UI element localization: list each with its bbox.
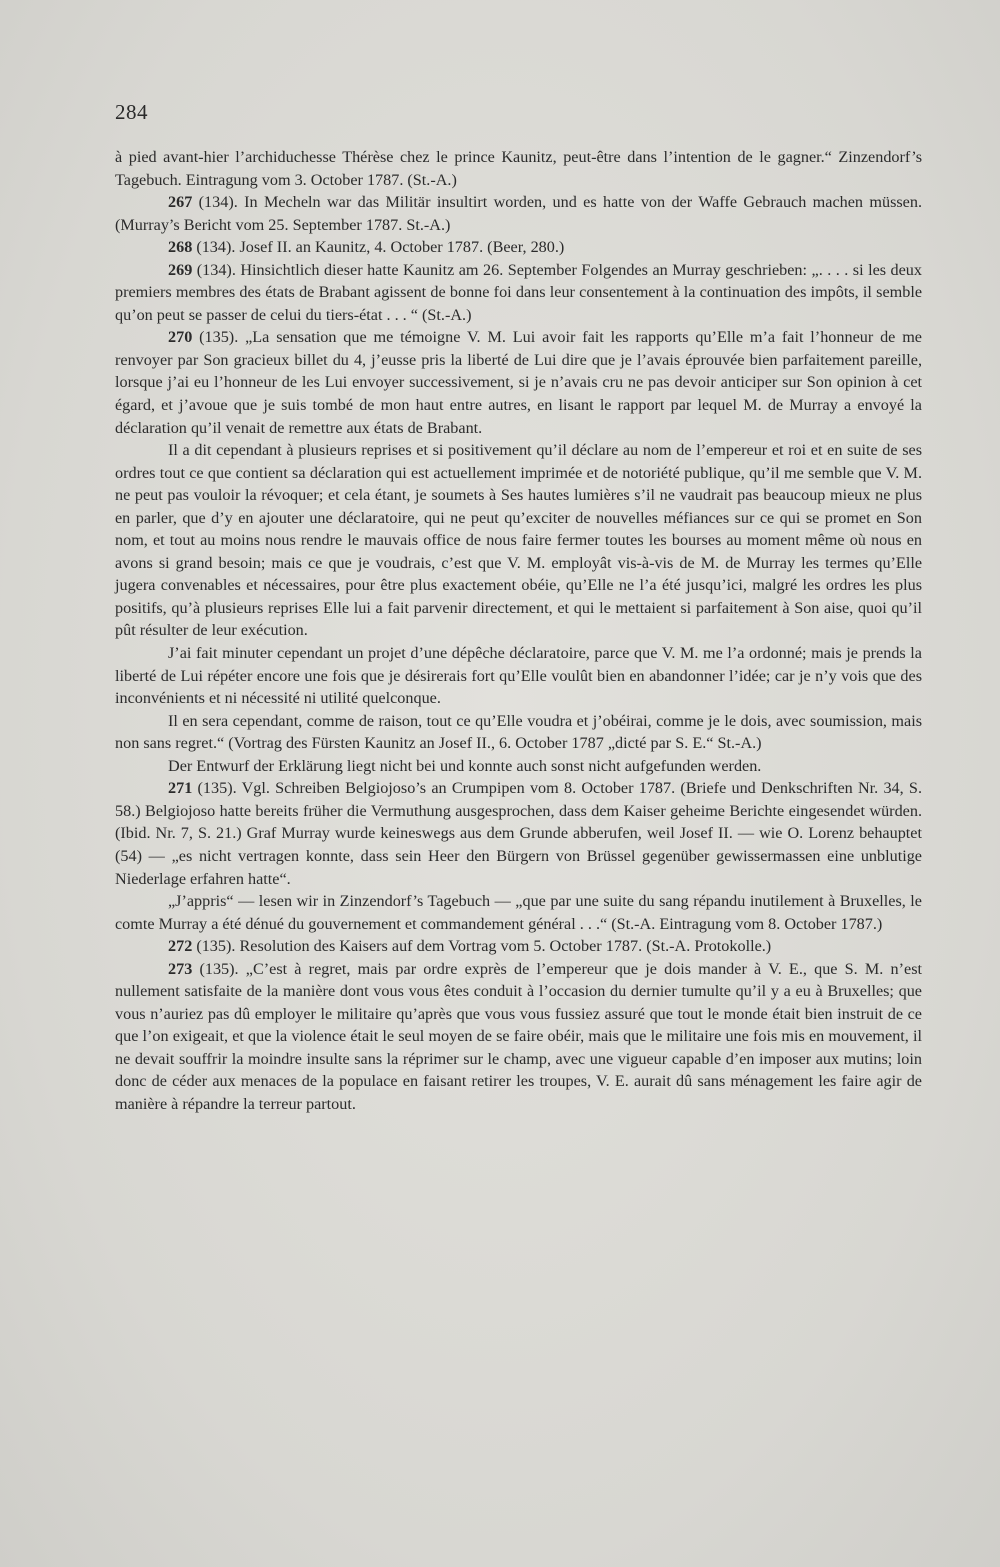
note-number: 272 xyxy=(168,937,193,956)
note-paragraph xyxy=(115,236,922,259)
paragraph xyxy=(115,710,922,755)
note-number: 268 xyxy=(168,238,193,257)
paragraph-text: (135). Resolution des Kaisers auf dem Vortrag vom 5. October 1787. (St.-A. Protokolle.) xyxy=(192,937,772,956)
paragraph-text: (135). „La sensation que me témoigne V. M. Lui avoir fait les rapports qu’Elle m’a fait l’honneur de me renvoyer par Son gracieux billet du 4, j’eusse pris la liberté de Lui dire que je l’avais éprouvée bien parfaitement pareille, lorsque j’ai eu l’honneur de les Lui envoyer successivement, si je n’avais cru ne pas devoir anticiper sur Son opinion à cet égard, et j’avoue que je suis tombé de mon haut entre autres, en lisant le rapport par lequel M. de Murray a envoyé la déclaration qu’il venait de remettre aux états de Brabant. xyxy=(115,328,922,437)
paragraph-text: (134). Josef II. an Kaunitz, 4. October 1787. (Beer, 280.) xyxy=(192,238,565,257)
paragraph-text: à pied avant-hier l’archiduchesse Thérèse chez le prince Kaunitz, peut-être dans l’intention de le gagner.“ Zinzendorf’s Tagebuch. Eintragung vom 3. October 1787. (St.-A.) xyxy=(115,148,922,189)
note-paragraph xyxy=(115,326,922,439)
body-text xyxy=(115,146,922,1116)
paragraph xyxy=(115,642,922,710)
note-number: 267 xyxy=(168,193,193,212)
paragraph xyxy=(115,755,922,778)
paragraph-text: (134). In Mecheln war das Militär insultirt worden, und es hatte von der Waffe Gebrauch machen müssen. (Murray’s Bericht vom 25. September 1787. St.-A.) xyxy=(115,193,922,234)
note-number: 271 xyxy=(168,779,193,798)
paragraph xyxy=(115,439,922,642)
note-paragraph xyxy=(115,191,922,236)
note-paragraph xyxy=(115,958,922,1116)
paragraph-text: Il a dit cependant à plusieurs reprises et si positivement qu’il déclare au nom de l’empereur et roi et en suite de ses ordres tout ce que contient sa déclaration qui est actuellement imprimée et de notoriété publique, qu’il me semble que V. M. ne peut pas vouloir la révoquer; et cela étant, je soumets à Ses hautes lumières s’il ne vaudrait pas beaucoup mieux ne plus en parler, que d’y en ajouter une déclaratoire, qui ne peut qu’exciter de nouvelles méfiances sur ce qui se promet en Son nom, et tout au moins nous rendre le mauvais office de nous faire fermer toutes les bourses au moment même où nous en avons si grand besoin; mais ce que je voudrais, c’est que V. M. employât vis-à-vis de M. de Murray les termes qu’Elle jugera convenables et nécessaires, pour être plus exactement obéie, qu’Elle ne l’a été jusqu’ici, malgré les ordres les plus positifs, qu’à plusieurs reprises Elle lui a fait parvenir directement, et qui le mettaient si parfaitement à Son aise, quoi qu’il pût résulter de leur exécution. xyxy=(115,441,922,640)
note-paragraph xyxy=(115,935,922,958)
note-number: 273 xyxy=(168,959,193,978)
paragraph xyxy=(115,890,922,935)
page-number: 284 xyxy=(115,100,148,124)
note-paragraph xyxy=(115,777,922,890)
paragraph-text: J’ai fait minuter cependant un projet d’une dépêche déclaratoire, parce que V. M. me l’a ordonné; mais je prends la liberté de Lui répéter encore une fois que je désirerais fort qu’Elle voulût bien en abandonner l’idée; car je n’y vois que des inconvénients et ni nécessité ni utilité quelconque. xyxy=(115,644,922,708)
paragraph-text: Il en sera cependant, comme de raison, tout ce qu’Elle voudra et j’obéirai, comme je le dois, avec soumission, mais non sans regret.“ (Vortrag des Fürsten Kaunitz an Josef II., 6. October 1787 „dicté par S. E.“ St.-A.) xyxy=(115,711,922,753)
note-number: 270 xyxy=(168,328,193,347)
paragraph-text: Der Entwurf der Erklärung liegt nicht bei und konnte auch sonst nicht aufgefunden werden. xyxy=(168,756,762,775)
paragraph-text: (135). „C’est à regret, mais par ordre exprès de l’empereur que je dois mander à V. E., que S. M. n’est nullement satisfaite de la manière dont vous vous êtes conduit à l’occasion du dernier tumulte qu’il y a eu à Bruxelles; que vous n’auriez pas dû employer le militaire qu’après que vous vous fussiez assuré que tout le monde était bien instruit de ce que l’on exigeait, et que la violence était le seul moyen de se faire obéir, mais que le militaire une fois mis en mouvement, il ne devait souffrir la moindre insulte sans la réprimer sur le champ, avec une vigueur capable d’en imposer aux mutins; loin donc de céder aux menaces de la populace en faisant retirer les troupes, V. E. aurait dû sans ménagement les faire agir de manière à répandre la terreur partout. xyxy=(115,959,922,1113)
note-number: 269 xyxy=(168,260,193,279)
note-paragraph xyxy=(115,259,922,327)
paragraph-text: (135). Vgl. Schreiben Belgiojoso’s an Crumpipen vom 8. October 1787. (Briefe und Denkschriften Nr. 34, S. 58.) Belgiojoso hatte bereits früher die Vermuthung ausgesprochen, dass dem Kaiser geheime Berichte eingesendet würden. (Ibid. Nr. 7, S. 21.) Graf Murray wurde keineswegs aus dem Grunde abberufen, weil Josef II. — wie O. Lorenz behauptet (54) — „es nicht vertragen konnte, dass sein Heer den Bürgern von Brüssel gegenüber gewissermassen eine unblutige Niederlage erfahren hatte“. xyxy=(115,779,922,888)
paragraph-text: (134). Hinsichtlich dieser hatte Kaunitz am 26. September Folgendes an Murray geschrieben: „. . . . si les deux premiers membres des états de Brabant agissent de bonne foi dans leur consentement à la continuation des impôts, il semble qu’on peut se passer de celui du tiers-état . . . “ (St.-A.) xyxy=(115,260,922,324)
paragraph-text: „J’appris“ — lesen wir in Zinzendorf’s Tagebuch — „que par une suite du sang répandu inutilement à Bruxelles, le comte Murray a été dénué du gouvernement et commandement général . . .“ (St.-A. Eintragung vom 8. October 1787.) xyxy=(115,892,922,933)
paragraph xyxy=(115,146,922,191)
